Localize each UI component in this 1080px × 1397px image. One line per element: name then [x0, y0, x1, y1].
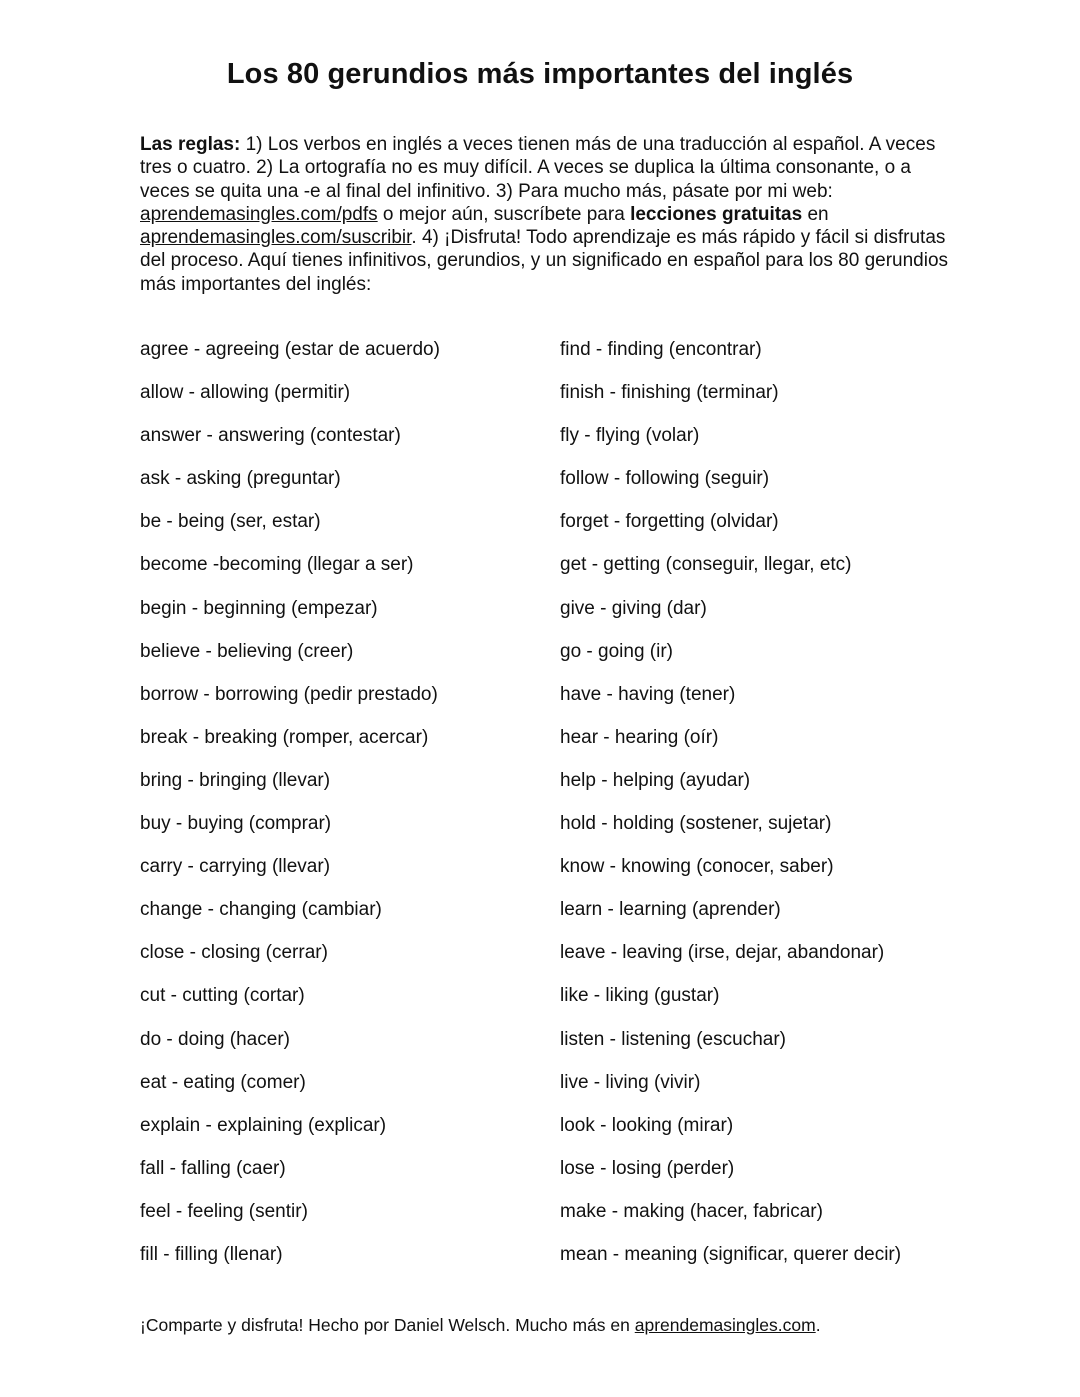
footer — [140, 1315, 960, 1336]
gerund-entry: answer - answering (contestar) — [140, 425, 401, 447]
intro-text-2: o mejor aún, suscríbete para — [377, 203, 631, 225]
gerund-entry: do - doing (hacer) — [140, 1028, 290, 1050]
gerund-entry: find - finding (encontrar) — [560, 339, 762, 360]
gerund-list-right — [560, 337, 960, 1285]
gerund-entry: explain - explaining (explicar) — [140, 1114, 387, 1136]
footer-text: ¡Comparte y disfruta! Hecho por Daniel Welsch. Mucho más en — [140, 1315, 635, 1335]
gerund-entry: begin - beginning (empezar) — [140, 597, 378, 619]
gerund-entry: help - helping (ayudar) — [560, 769, 751, 791]
gerund-entry: become -becoming (llegar a ser) — [140, 554, 414, 576]
footer-link[interactable]: aprendemasingles.com — [634, 1315, 816, 1335]
gerund-entry: leave - leaving (irse, dejar, abandonar) — [560, 942, 885, 964]
pdfs-link[interactable]: aprendemasingles.com/pdfs — [140, 203, 378, 225]
gerund-entry: live - living (vivir) — [560, 1071, 701, 1093]
intro-text-1: 1) Los verbos en inglés a veces tienen más de una traducción al español. A veces tres o cuatro. 2) La ortografía no es muy difícil. A veces se duplica la última consonante, o a veces se quita una -e al final del infinitivo. 3) Para mucho más, pásate por mi web: — [140, 134, 936, 202]
free-lessons-bold: lecciones gratuitas — [630, 203, 803, 225]
gerund-entry: cut - cutting (cortar) — [140, 985, 305, 1007]
gerund-entry: allow - allowing (permitir) — [140, 382, 351, 404]
gerund-entry: bring - bringing (llevar) — [140, 769, 331, 791]
gerund-entry: follow - following (seguir) — [560, 468, 770, 490]
gerund-entry: finish - finishing (terminar) — [560, 382, 779, 404]
gerund-entry: mean - meaning (significar, querer decir) — [560, 1243, 902, 1265]
page-title: Los 80 gerundios más importantes del inglés — [226, 58, 854, 90]
gerund-entry: make - making (hacer, fabricar) — [560, 1200, 823, 1222]
gerund-entry: get - getting (conseguir, llegar, etc) — [560, 554, 852, 576]
gerund-entry: ask - asking (preguntar) — [140, 468, 341, 490]
intro-text-4: . 4) ¡Disfruta! Todo aprendizaje es más rápido y fácil si disfrutas del proceso. Aquí tienes infinitivos, gerundios, y un significado en español para los 80 gerundios más importantes del inglés: — [140, 227, 949, 295]
gerund-entry: go - going (ir) — [560, 640, 673, 662]
gerund-entry: learn - learning (aprender) — [560, 899, 781, 921]
gerund-entry: break - breaking (romper, acercar) — [140, 726, 429, 748]
gerund-entry: fly - flying (volar) — [560, 425, 700, 447]
gerund-entry: fill - filling (llenar) — [140, 1243, 283, 1265]
gerund-entry: listen - listening (escuchar) — [560, 1028, 786, 1050]
gerund-entry: have - having (tener) — [560, 683, 736, 705]
gerund-entry: close - closing (cerrar) — [140, 942, 328, 964]
gerund-entry: like - liking (gustar) — [560, 985, 720, 1007]
rules-label: Las reglas: — [140, 134, 241, 155]
subscribe-link[interactable]: aprendemasingles.com/suscribir — [140, 227, 412, 249]
gerund-entry: lose - losing (perder) — [560, 1157, 735, 1179]
gerund-entry: hold - holding (sostener, sujetar) — [560, 813, 832, 835]
gerund-entry: carry - carrying (llevar) — [140, 856, 331, 878]
gerund-entry: feel - feeling (sentir) — [140, 1200, 308, 1222]
gerund-entry: believe - believing (creer) — [140, 640, 354, 662]
gerund-entry: agree - agreeing (estar de acuerdo) — [140, 339, 440, 360]
gerund-entry: know - knowing (conocer, saber) — [560, 856, 834, 878]
intro-text-3: en — [802, 203, 829, 225]
gerund-entry: be - being (ser, estar) — [140, 511, 321, 533]
footer-end: . — [815, 1315, 821, 1335]
gerund-entry: hear - hearing (oír) — [560, 726, 719, 748]
gerund-entry: give - giving (dar) — [560, 597, 707, 619]
gerund-entry: look - looking (mirar) — [560, 1114, 734, 1136]
gerund-entry: change - changing (cambiar) — [140, 899, 382, 921]
gerund-entry: buy - buying (comprar) — [140, 813, 332, 835]
gerund-list-left — [140, 337, 540, 1285]
gerund-entry: eat - eating (comer) — [140, 1071, 306, 1093]
intro-paragraph — [140, 133, 950, 296]
gerund-entry: borrow - borrowing (pedir prestado) — [140, 683, 438, 705]
gerund-entry: fall - falling (caer) — [140, 1157, 286, 1179]
gerund-entry: forget - forgetting (olvidar) — [560, 511, 779, 533]
